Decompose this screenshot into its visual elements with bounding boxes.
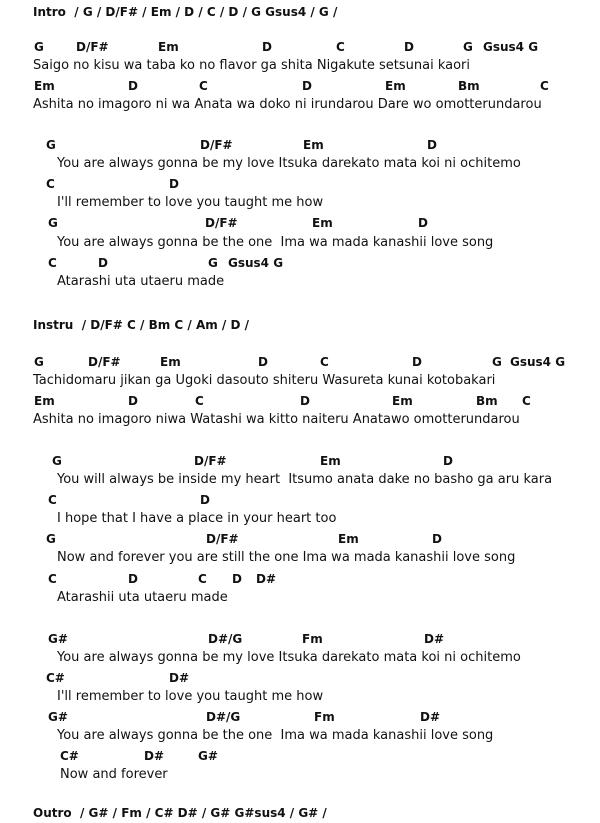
- chord: C: [320, 355, 329, 369]
- chord: C: [540, 79, 549, 93]
- lyric-line: You are always gonna be my love Itsuka darekato mata koi ni ochitemo: [57, 650, 521, 665]
- chord-line: [0, 570, 600, 588]
- chord: Em: [158, 40, 179, 54]
- chord-line: [0, 136, 600, 154]
- chord: D: [427, 138, 437, 152]
- chord-line: [0, 747, 600, 765]
- chord: Em: [385, 79, 406, 93]
- chord: D: [412, 355, 422, 369]
- chord: D: [128, 572, 138, 586]
- chord: D#: [420, 710, 441, 724]
- chord: Em: [303, 138, 324, 152]
- chord: D: [302, 79, 312, 93]
- chord: C: [522, 394, 531, 408]
- chord: D#: [144, 749, 165, 763]
- lyric-line: You are always gonna be the one Ima wa mada kanashii love song: [57, 728, 494, 743]
- lyric-line: Saigo no kisu wa taba ko no flavor ga shita Nigakute setsunai kaori: [33, 58, 471, 73]
- chord: D: [128, 79, 138, 93]
- chord: Em: [338, 532, 359, 546]
- lyric-line: Tachidomaru jikan ga Ugoki dasouto shiteru Wasureta kunai kotobakari: [33, 373, 496, 388]
- chord: D: [432, 532, 442, 546]
- chord: D: [258, 355, 268, 369]
- chord: D: [404, 40, 414, 54]
- chord: D: [169, 177, 179, 191]
- chord: Em: [34, 394, 55, 408]
- chord: D: [200, 493, 210, 507]
- lyric-line: Now and forever: [60, 767, 168, 782]
- chord: D#/G: [208, 632, 243, 646]
- chord: G: [208, 256, 218, 270]
- chord: Em: [392, 394, 413, 408]
- chord: D/F#: [205, 216, 238, 230]
- chord: C: [198, 572, 207, 586]
- chord-line: [0, 214, 600, 232]
- chord: D/F#: [194, 454, 227, 468]
- chord-line: [0, 392, 600, 410]
- chord: D#: [169, 671, 190, 685]
- chord: G: [492, 355, 502, 369]
- chord-line: [0, 38, 600, 56]
- chord: Gsus4 G: [483, 40, 539, 54]
- chord-line: [0, 530, 600, 548]
- chord: D/F#: [200, 138, 233, 152]
- chord: Fm: [314, 710, 335, 724]
- lyric-line: I hope that I have a place in your heart too: [57, 511, 337, 526]
- chord: D: [98, 256, 108, 270]
- chord: D#: [256, 572, 277, 586]
- chord-line: [0, 452, 600, 470]
- chord: Bm: [476, 394, 498, 408]
- chord: Gsus4 G: [510, 355, 566, 369]
- chord: G#: [48, 710, 68, 724]
- chord: D: [443, 454, 453, 468]
- chord-line: [0, 254, 600, 272]
- lyric-line: Atarashii uta utaeru made: [57, 590, 228, 605]
- chord: C#: [60, 749, 79, 763]
- chord: C: [46, 177, 55, 191]
- lyric-line: I'll remember to love you taught me how: [57, 689, 324, 704]
- chord-line: [0, 77, 600, 95]
- chord: G#: [48, 632, 68, 646]
- chord: G: [34, 355, 44, 369]
- lyric-line: Ashita no imagoro niwa Watashi wa kitto naiteru Anatawo omotterundarou: [33, 412, 520, 427]
- chord: D: [300, 394, 310, 408]
- chord: C: [336, 40, 345, 54]
- chord: D: [128, 394, 138, 408]
- lyric-line: Atarashi uta utaeru made: [57, 274, 225, 289]
- chord-line: [0, 353, 600, 371]
- lyric-line: You will always be inside my heart Itsumo anata dake no basho ga aru kara: [57, 472, 553, 487]
- lyric-line: You are always gonna be my love Itsuka darekato mata koi ni ochitemo: [57, 156, 521, 171]
- chord: D#: [424, 632, 445, 646]
- chord: D#/G: [206, 710, 241, 724]
- chord: G#: [198, 749, 218, 763]
- lyric-line: Now and forever you are still the one Ima wa mada kanashii love song: [57, 550, 516, 565]
- chord-line: [0, 669, 600, 687]
- chord: Gsus4 G: [228, 256, 284, 270]
- chord: C#: [46, 671, 65, 685]
- chord: G: [46, 532, 56, 546]
- chord: C: [195, 394, 204, 408]
- chord: C: [48, 256, 57, 270]
- chord: Bm: [458, 79, 480, 93]
- chord: Em: [34, 79, 55, 93]
- lyric-line: Ashita no imagoro ni wa Anata wa doko ni irundarou Dare wo omotterundarou: [33, 97, 542, 112]
- lyric-line: I'll remember to love you taught me how: [57, 195, 324, 210]
- chord-line: [0, 491, 600, 509]
- chord: C: [48, 572, 57, 586]
- chord-line: [0, 175, 600, 193]
- chord: C: [199, 79, 208, 93]
- intro-line: Intro / G / D/F# / Em / D / C / D / G Gsus4 / G /: [33, 5, 338, 19]
- chord: D: [232, 572, 242, 586]
- instru-line: Instru / D/F# C / Bm C / Am / D /: [33, 318, 250, 332]
- chord: G: [46, 138, 56, 152]
- chord-line: [0, 708, 600, 726]
- chord: D/F#: [206, 532, 239, 546]
- chord: D: [262, 40, 272, 54]
- chord: G: [48, 216, 58, 230]
- chord: Em: [160, 355, 181, 369]
- chord: Em: [320, 454, 341, 468]
- chord-line: [0, 630, 600, 648]
- chord: G: [52, 454, 62, 468]
- outro-line: Outro / G# / Fm / C# D# / G# G#sus4 / G# /: [33, 806, 327, 820]
- lyric-line: You are always gonna be the one Ima wa mada kanashii love song: [57, 235, 494, 250]
- chord: D/F#: [76, 40, 109, 54]
- chord: D/F#: [88, 355, 121, 369]
- chord: D: [418, 216, 428, 230]
- chord: Em: [312, 216, 333, 230]
- chord: G: [34, 40, 44, 54]
- chord: C: [48, 493, 57, 507]
- chord: Fm: [302, 632, 323, 646]
- chord: G: [463, 40, 473, 54]
